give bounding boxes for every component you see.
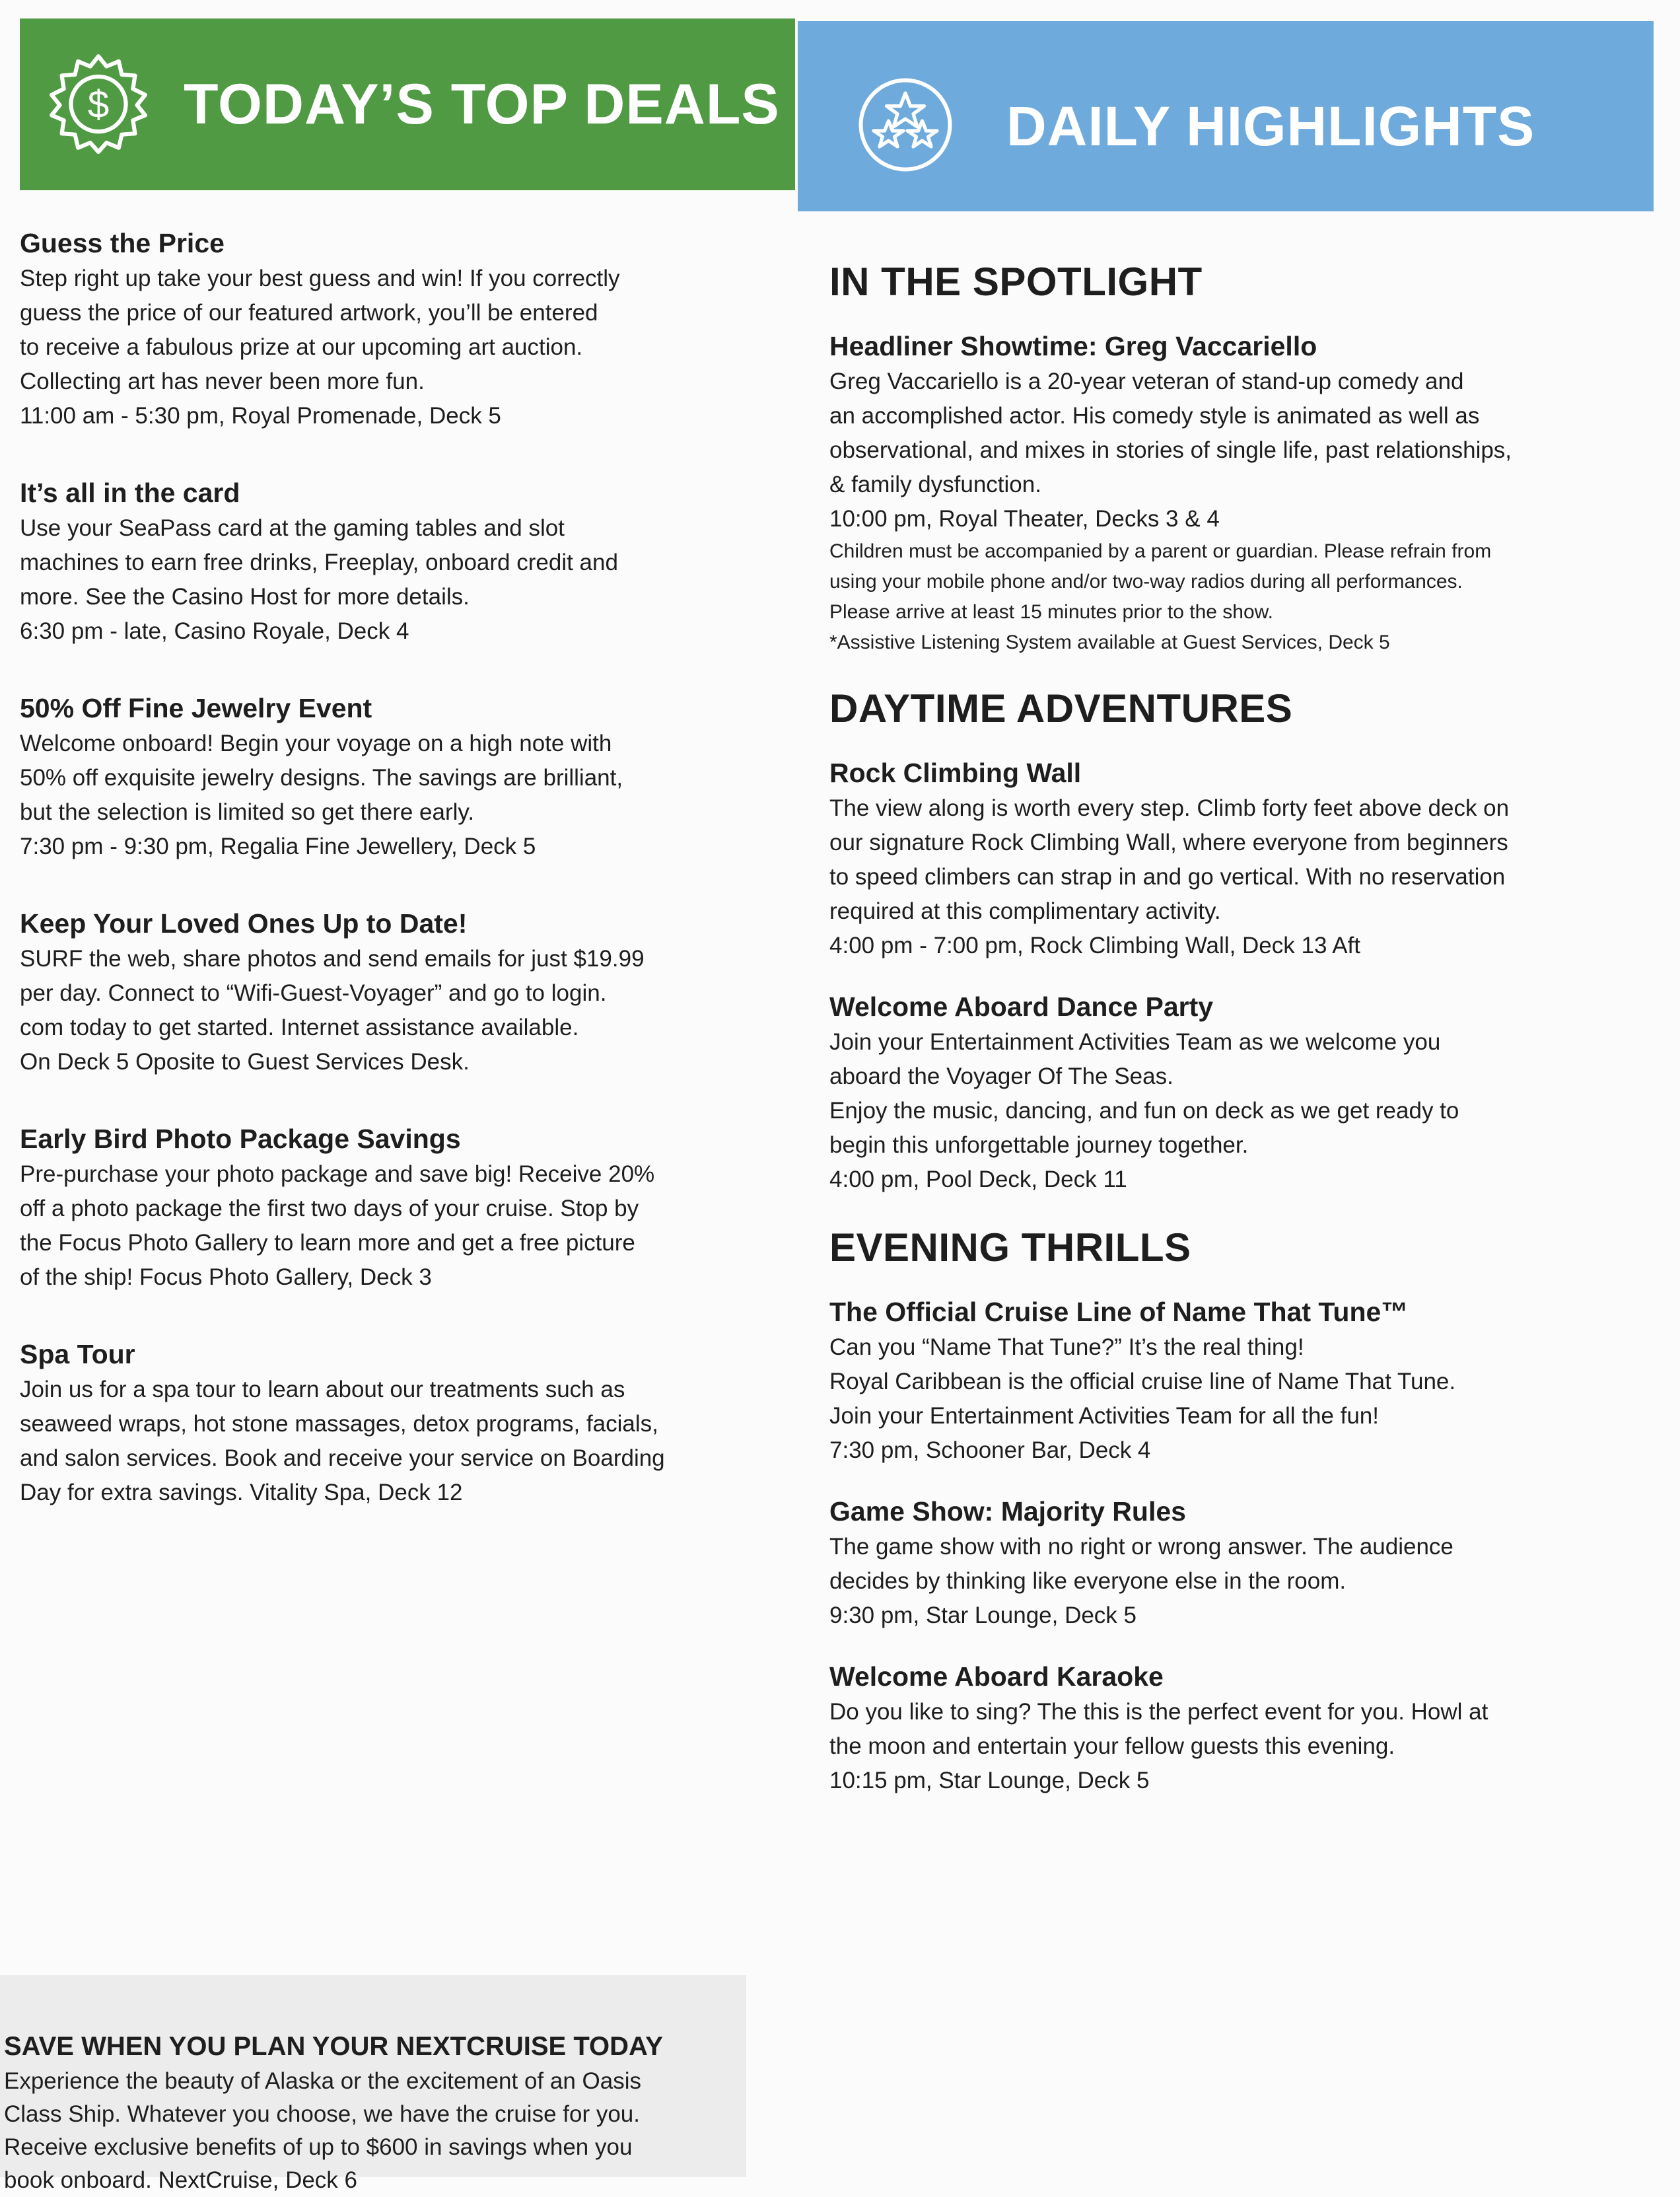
highlight-title: The Official Cruise Line of Name That Tune™ [829,1297,1409,1327]
deal-detail: On Deck 5 Oposite to Guest Services Desk. [20,1049,470,1075]
highlight-item [829,1293,1602,1468]
deal-title: Early Bird Photo Package Savings [20,1124,461,1154]
highlight-item [829,754,1602,963]
highlight-detail: 10:15 pm, Star Lounge, Deck 5 [829,1768,1150,1793]
highlight-description: Greg Vaccariello is a 20-year veteran of stand-up comedy and an accomplished actor. His comedy style is animated as well as observational, and mixes in stories of single life, past relationships, & family dysfunction. [829,369,1512,497]
highlight-item [829,1658,1602,1798]
deal-description: Join us for a spa tour to learn about our treatments such as seaweed wraps, hot stone massages, detox programs, facials, and salon services. Book and receive your service on Boarding Day for extra savings. Vitality Spa, Deck 12 [20,1377,665,1505]
highlight-title: Welcome Aboard Dance Party [829,991,1214,1022]
highlight-description: Can you “Name That Tune?” It’s the real thing! Royal Caribbean is the official cruise line of Name That Tune. Join your Entertainment Activities Team for all the fun! [829,1334,1456,1429]
deal-title: Guess the Price [20,228,225,258]
deals-list [20,225,726,1551]
highlight-detail: 7:30 pm, Schooner Bar, Deck 4 [829,1437,1151,1463]
deal-description: SURF the web, share photos and send emails for just $19.99 per day. Connect to “Wifi-Guest-Voyager” and go to login. com today to get started. Internet assistance available. [20,946,645,1040]
dollar-badge-icon [48,52,149,157]
highlight-title: Welcome Aboard Karaoke [829,1661,1164,1692]
highlights-title: DAILY HIGHLIGHTS [1006,94,1535,157]
highlight-detail: 4:00 pm - 7:00 pm, Rock Climbing Wall, Deck 13 Aft [829,933,1361,958]
highlight-item [829,988,1602,1197]
highlight-title: Headliner Showtime: Greg Vaccariello [829,331,1317,361]
deal-item [20,1120,726,1295]
deals-banner [20,18,795,190]
highlight-detail: 4:00 pm, Pool Deck, Deck 11 [829,1167,1127,1192]
highlights-list [829,250,1602,1823]
deal-detail: 11:00 am - 5:30 pm, Royal Promenade, Deck 5 [20,403,501,429]
deal-title: It’s all in the card [20,478,240,508]
deal-description: Step right up take your best guess and win! If you correctly guess the price of our featured artwork, you’ll be entered to receive a fabulous prize at our upcoming art auction. Collecting art has never been more fun. [20,266,620,394]
section-heading-daytime: DAYTIME ADVENTURES [829,686,1293,731]
deal-item [20,474,726,649]
highlight-description: The game show with no right or wrong answer. The audience decides by thinking like everyone else in the room. [829,1534,1453,1594]
svg-text:$: $ [87,83,110,126]
section-heading-spotlight: IN THE SPOTLIGHT [829,260,1203,304]
highlight-item [829,1493,1602,1633]
nextcruise-promo-box [0,1975,746,2193]
deal-detail: 6:30 pm - late, Casino Royale, Deck 4 [20,618,409,644]
promo-description: Experience the beauty of Alaska or the excitement of an Oasis Class Ship. Whatever you choose, we have the cruise for you. Receive exclusive benefits of up to $600 in savings when you book onboard. NextCruise, Deck 6 [4,2068,641,2193]
highlight-title: Game Show: Majority Rules [829,1496,1186,1527]
highlight-title: Rock Climbing Wall [829,758,1082,788]
deal-item [20,905,726,1079]
deal-title: 50% Off Fine Jewelry Event [20,693,372,723]
deal-title: Keep Your Loved Ones Up to Date! [20,908,468,939]
deal-item [20,1336,726,1510]
deal-description: Pre-purchase your photo package and save big! Receive 20% off a photo package the first two days of your cruise. Stop by the Focus Photo Gallery to learn more and get a free picture of the ship! Focus Photo Gallery, Deck 3 [20,1161,655,1290]
highlight-description: Do you like to sing? The this is the perfect event for you. Howl at the moon and entertain your fellow guests this evening. [829,1699,1488,1759]
highlight-detail: 9:30 pm, Star Lounge, Deck 5 [829,1603,1137,1628]
deal-description: Welcome onboard! Begin your voyage on a high note with 50% off exquisite jewelry designs. The savings are brilliant, but the selection is limited so get there early. [20,731,623,825]
deal-item [20,690,726,864]
highlight-description: Join your Entertainment Activities Team as we welcome you aboard the Voyager Of The Seas. Enjoy the music, dancing, and fun on deck as we get ready to begin this unforgettable journey together. [829,1029,1459,1158]
highlight-note: Children must be accompanied by a parent or guardian. Please refrain from using your mobile phone and/or two-way radios during all performances. Please arrive at least 15 minutes prior to the show. *Assistive Listening System available at Guest Services, Deck 5 [829,540,1492,653]
highlight-item [829,328,1602,658]
deal-description: Use your SeaPass card at the gaming tables and slot machines to earn free drinks, Freeplay, onboard credit and more. See the Casino Host for more details. [20,515,618,610]
deal-item [20,225,726,433]
highlight-detail: 10:00 pm, Royal Theater, Decks 3 & 4 [829,506,1220,532]
section-heading-evening: EVENING THRILLS [829,1225,1191,1270]
deals-title: TODAY’S TOP DEALS [184,72,780,136]
highlight-description: The view along is worth every step. Climb forty feet above deck on our signature Rock Climbing Wall, where everyone from beginners to speed climbers can strap in and go vertical. With no reservation required at this complimentary activity. [829,795,1510,924]
deal-detail: 7:30 pm - 9:30 pm, Regalia Fine Jewellery, Deck 5 [20,834,536,859]
three-stars-icon [856,75,955,178]
promo-title: SAVE WHEN YOU PLAN YOUR NEXTCRUISE TODAY [4,2032,663,2061]
highlights-banner [798,21,1654,211]
deal-title: Spa Tour [20,1339,135,1369]
